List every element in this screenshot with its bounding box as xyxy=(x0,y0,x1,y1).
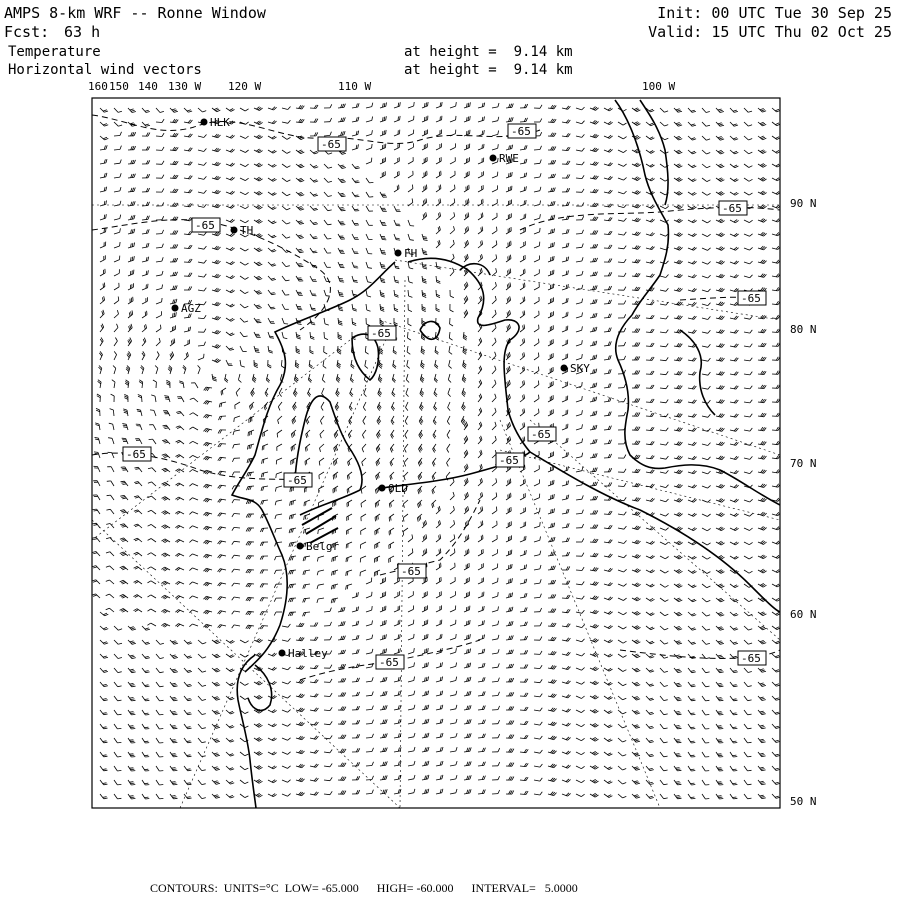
field-temperature: Temperature xyxy=(8,44,101,60)
station-label-hlk: HLK xyxy=(210,116,230,129)
map-frame xyxy=(92,98,780,808)
lon-label-160: 160 xyxy=(88,80,108,93)
lon-label-130w: 130 W xyxy=(168,80,202,93)
lon-label-100w: 100 W xyxy=(642,80,676,93)
contour-label-value: -65 xyxy=(401,565,421,578)
contour-legend: CONTOURS: UNITS=°C LOW= -65.000 HIGH= -60.000 INTERVAL= 5.0000 xyxy=(150,881,578,895)
station-dot-sky xyxy=(561,365,568,372)
map-title: AMPS 8-km WRF -- Ronne Window xyxy=(4,4,266,22)
contour-label-value: -65 xyxy=(741,652,761,665)
lat-label-70n: 70 N xyxy=(790,457,817,470)
wind-vector-field xyxy=(92,102,781,799)
station-dot-hlk xyxy=(201,119,208,126)
station-dot-agz xyxy=(172,305,179,312)
valid-time: Valid: 15 UTC Thu 02 Oct 25 xyxy=(648,23,892,41)
contour-label-value: -65 xyxy=(499,454,519,467)
station-dot-rwe xyxy=(490,155,497,162)
height-temperature: at height = 9.14 km xyxy=(404,44,573,60)
height-wind: at height = 9.14 km xyxy=(404,62,573,78)
ice-shelf-streaks xyxy=(302,508,338,543)
lon-label-120w: 120 W xyxy=(228,80,262,93)
station-label-halley: Halley xyxy=(288,647,328,660)
lat-label-90n: 90 N xyxy=(790,197,817,210)
temperature-contours xyxy=(92,115,780,680)
forecast-hours: 63 h xyxy=(64,23,101,41)
forecast-label: Fcst: xyxy=(4,23,50,41)
contour-label-value: -65 xyxy=(511,125,531,138)
lat-label-60n: 60 N xyxy=(790,608,817,621)
contour-label-value: -65 xyxy=(195,219,215,232)
contour-label-value: -65 xyxy=(741,292,761,305)
station-dot-fh xyxy=(395,250,402,257)
station-label-rwe: RWE xyxy=(499,152,519,165)
station-dot-belgr xyxy=(297,543,304,550)
contour-label-value: -65 xyxy=(287,474,307,487)
station-label-sky: SKY xyxy=(570,362,590,375)
lon-label-110w: 110 W xyxy=(338,80,372,93)
contour-label-value: -65 xyxy=(371,327,391,340)
contour-label-value: -65 xyxy=(379,656,399,669)
lon-label-140: 140 xyxy=(138,80,158,93)
station-label-th: TH xyxy=(240,224,254,237)
station-label-old: OLD xyxy=(388,482,408,495)
lon-label-150: 150 xyxy=(109,80,129,93)
contour-label-value: -65 xyxy=(126,448,146,461)
lat-label-50n: 50 N xyxy=(790,795,817,808)
field-wind-vectors: Horizontal wind vectors xyxy=(8,62,202,78)
station-label-agz: AGZ xyxy=(181,302,201,315)
station-dot-old xyxy=(379,485,386,492)
station-dot-halley xyxy=(279,650,286,657)
init-time: Init: 00 UTC Tue 30 Sep 25 xyxy=(657,4,892,22)
station-dot-th xyxy=(231,227,238,234)
contour-label-value: -65 xyxy=(531,428,551,441)
lat-label-80n: 80 N xyxy=(790,323,817,336)
station-label-belgr: Belgr xyxy=(306,540,340,553)
station-label-fh: FH xyxy=(404,247,418,260)
contour-label-value: -65 xyxy=(722,202,742,215)
station-markers xyxy=(172,116,591,660)
contour-label-value: -65 xyxy=(321,138,341,151)
